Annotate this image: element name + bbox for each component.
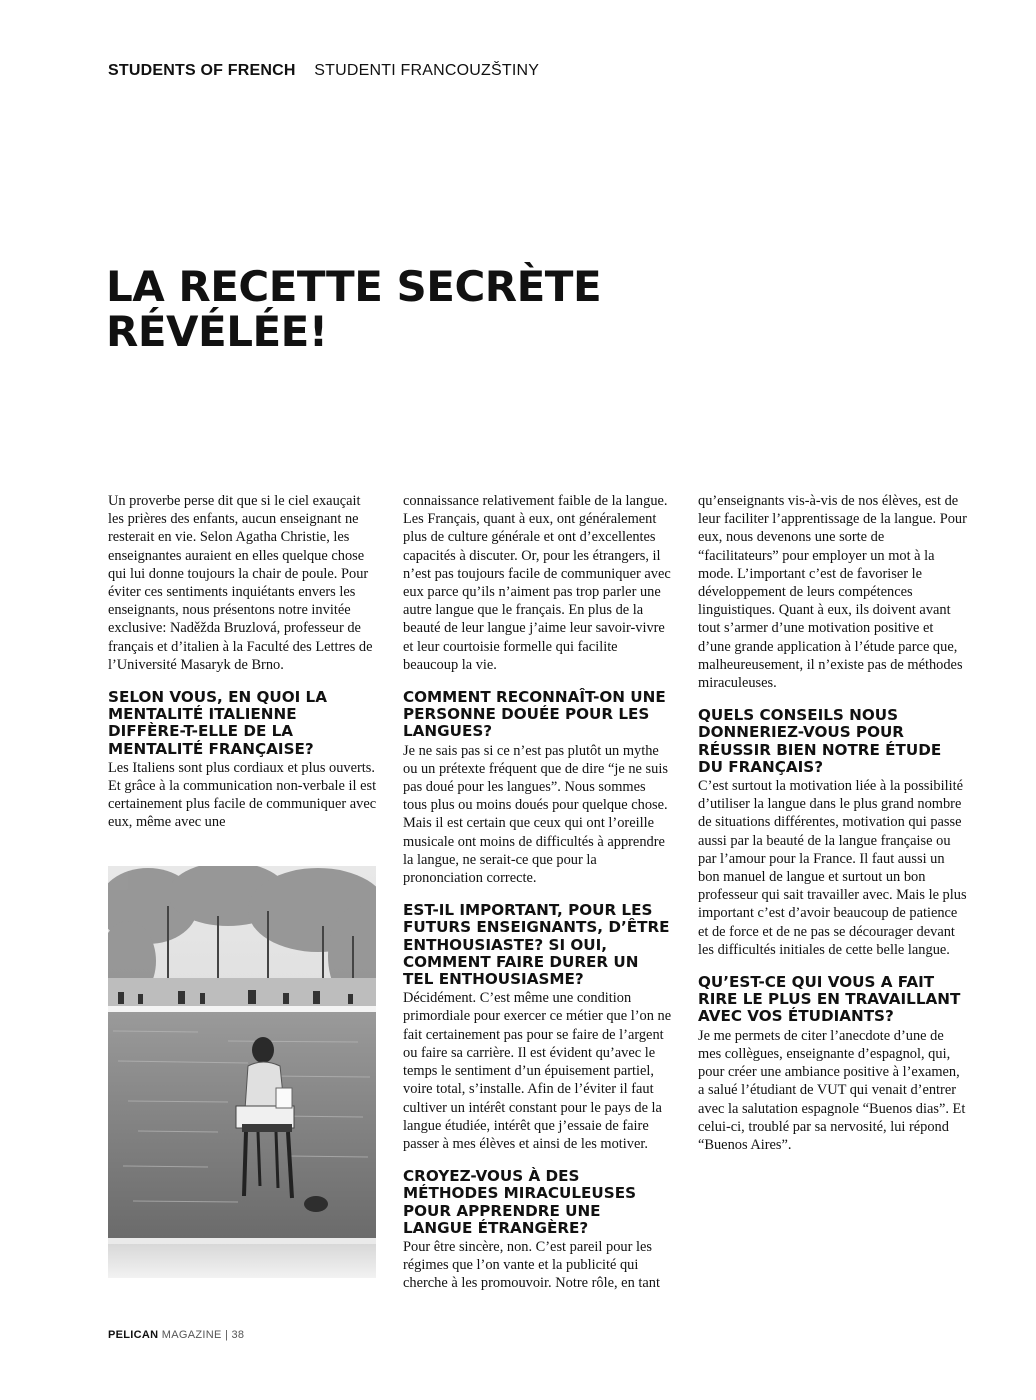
- section-label-english: STUDENTS OF FRENCH: [108, 62, 296, 79]
- answer-1-part-1: Les Italiens sont plus cordiaux et plus ouverts. Et grâce à la communication non-verbale il est certainement plus facile de communiquer avec eux, même avec une: [108, 759, 377, 831]
- page-footer: [108, 1329, 244, 1341]
- question-3-heading: EST-IL IMPORTANT, POUR LES FUTURS ENSEIGNANTS, D’ÊTRE ENTHOUSIASTE? SI OUI, COMMENT FAIRE DURER UN TEL ENTHOUSIASME?: [403, 901, 670, 989]
- column-1: [108, 492, 378, 832]
- answer-2: Je ne sais pas si ce n’est pas plutôt un mythe ou un prétexte fréquent que de dire “je ne suis pas doué pour les langues”. Nous sommes tous plus ou moins doués pour quelque chose. Mais il est certain que ceux qui ont l’oreille musicale ont moins de difficultés à apprendre la langue, ne serait-ce que pour la prononciation correcte.: [403, 742, 668, 887]
- answer-4-part-1: Pour être sincère, non. C’est pareil pour les régimes que l’on vante et la publicité qui cherche à les promouvoir. Notre rôle, en tant: [403, 1238, 660, 1292]
- magazine-brand: PELICAN: [108, 1329, 159, 1341]
- section-kicker: [108, 62, 539, 80]
- magazine-page-number: MAGAZINE | 38: [161, 1329, 245, 1341]
- question-5-heading: QUELS CONSEILS NOUS DONNERIEZ-VOUS POUR RÉUSSIR BIEN NOTRE ÉTUDE DU FRANÇAIS?: [698, 706, 942, 776]
- question-1-heading: SELON VOUS, EN QUOI LA MENTALITÉ ITALIENNE DIFFÈRE-T-ELLE DE LA MENTALITÉ FRANÇAISE?: [108, 688, 327, 758]
- answer-1-part-2: connaissance relativement faible de la langue. Les Français, quant à eux, ont généralement plus de culture générale et ont d’excellentes capacités à discuter. Or, pour les étrangers, il n’est pas toujours facile de communiquer avec eux parce qu’ils n’aiment pas trop parler une autre langue que le français. En plus de la beauté de leur langue j’aime leur savoir-vivre et leur courtoisie formelle qui facilite beaucoup la vie.: [403, 493, 671, 673]
- answer-6: Je me permets de citer l’anecdote d’une de mes collègues, enseignante d’espagnol, qui, pour créer une ambiance positive à l’examen, a salué l’étudiant de VUT qui venait d’entrer avec la salutation espagnole “Buenos dias”. Et celui-ci, troublé par sa nervosité, lui répond “Buenos Aires”.: [698, 1027, 966, 1153]
- column-2: [403, 492, 673, 1293]
- photo-woman-reading-by-fountain: [108, 866, 376, 1278]
- intro-paragraph: Un proverbe perse dit que si le ciel exauçait les prières des enfants, aucun enseignant ne resterait en vie. Selon Agatha Christie, les enseignantes auraient en elles quelque chose qui lui donne toujours la chair de poule. Pour éviter ces sentiments inquiétants envers les enseignants, nous présentons notre invitée exclusive: Naděžda Bruzlová, professeur de français et d’italien à la Faculté des Lettres de l’Université Masaryk de Brno.: [108, 493, 373, 673]
- article-title: LA RECETTE SECRÈTE RÉVÉLÉE!: [106, 262, 602, 356]
- answer-3: Décidément. C’est même une condition primordiale pour exercer ce métier que l’on ne fait certainement pas pour se faire de l’argent ou faire sa carrière. Il est évident qu’avec le temps le sentiment d’un épuisement partiel, voire total, s’installe. Afin de l’éviter il faut cultiver un intérêt constant pour le pays de la langue étudiée, intérêt que j’essaie de faire passer à mes élèves et ainsi de les motiver.: [403, 990, 672, 1152]
- question-6-heading: QU’EST-CE QUI VOUS A FAIT RIRE LE PLUS EN TRAVAILLANT AVEC VOS ÉTUDIANTS?: [698, 973, 961, 1026]
- answer-5: C’est surtout la motivation liée à la possibilité d’utiliser la langue dans le plus grand nombre de situations différentes, motivation qui passe aussi par la beauté de la langue française ou par l’amour pour la France. Il faut aussi un bon manuel de langue et surtout un bon professeur qui sait travailler avec. Mais le plus important c’est d’avoir beaucoup de patience et de force et de ne pas se décourager devant les difficultés initiales de cette belle langue.: [698, 778, 967, 958]
- column-3: [698, 492, 968, 1154]
- section-label-czech: STUDENTI FRANCOUZŠTINY: [314, 62, 540, 79]
- answer-4-part-2: qu’enseignants vis-à-vis de nos élèves, est de leur faciliter l’apprentissage de la langue. Pour eux, nous devenons une sorte de “facilitateurs” pour employer un mot à la mode. L’important c’est de favoriser le développement de leurs compétences linguistiques. Quant à eux, ils doivent avant tout s’armer d’une motivation positive et d’une grande application à l’étude parce que, malheureusement, il n’existe pas de méthodes miraculeuses.: [698, 493, 967, 692]
- question-4-heading: CROYEZ-VOUS À DES MÉTHODES MIRACULEUSES POUR APPRENDRE UNE LANGUE ÉTRANGÈRE?: [403, 1167, 637, 1237]
- question-2-heading: COMMENT RECONNAÎT-ON UNE PERSONNE DOUÉE POUR LES LANGUES?: [403, 688, 666, 741]
